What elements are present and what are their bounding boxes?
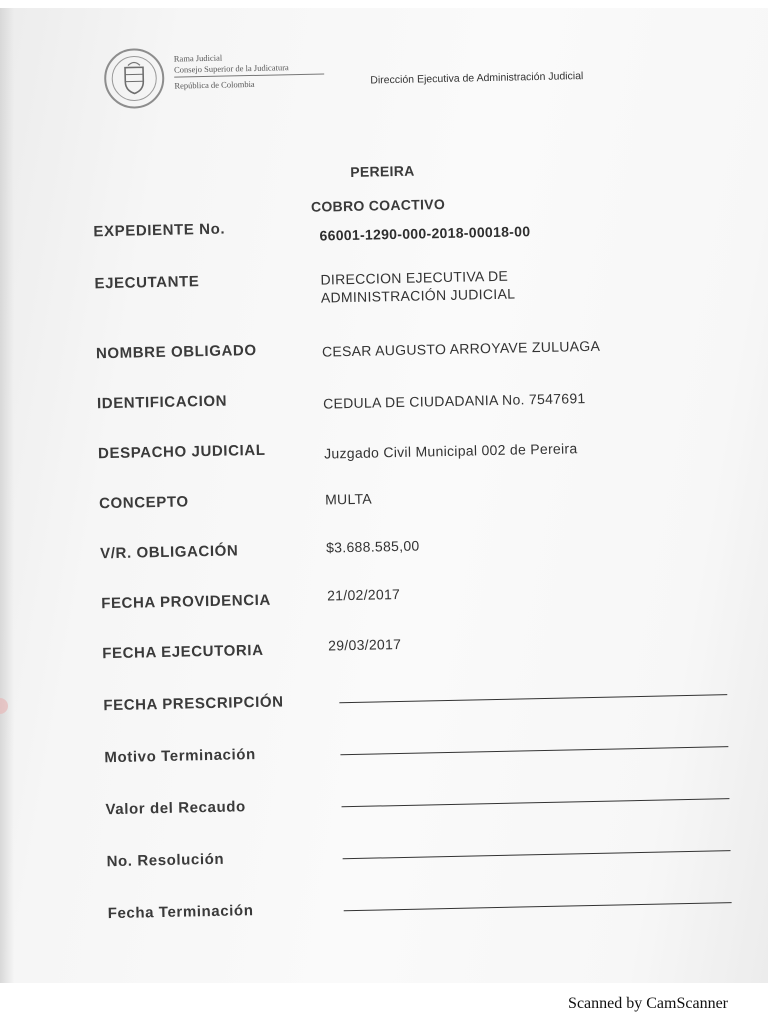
field-label-fecha-prescripcion: FECHA PRESCRIPCIÓN [103,693,284,715]
field-label-no-resolucion: No. Resolución [106,850,225,871]
field-label-ejecutante: EJECUTANTE [94,273,200,293]
document-subtitle: COBRO COACTIVO [310,195,446,215]
field-label-fecha-ejecutoria: FECHA EJECUTORIA [102,641,264,663]
field-value-expediente: 66001-1290-000-2018-00018-00 [319,223,531,244]
field-label-motivo-terminacion: Motivo Terminación [104,746,256,767]
blank-line-valor-recaudo [342,798,730,807]
field-value-fecha-ejecutoria: 29/03/2017 [327,635,402,654]
city-title: PEREIRA [350,162,415,180]
field-label-nombre-obligado: NOMBRE OBLIGADO [95,341,257,363]
field-label-valor-recaudo: Valor del Recaudo [105,798,246,819]
field-label-concepto: CONCEPTO [98,493,189,513]
field-value-identificacion: CEDULA DE CIUDADANIA No. 7547691 [322,390,586,412]
document-body [0,8,768,983]
direction-heading: Dirección Ejecutiva de Administración Judicial [370,70,584,87]
blank-line-fecha-terminacion [344,902,732,911]
scanner-watermark: Scanned by CamScanner [568,995,728,1012]
field-label-despacho-judicial: DESPACHO JUDICIAL [97,441,266,463]
scanned-page [0,8,768,983]
blank-line-fecha-prescripcion [339,694,727,703]
blank-line-motivo-terminacion [340,746,728,755]
field-value-fecha-providencia: 21/02/2017 [326,585,401,604]
coat-of-arms-seal [104,48,165,109]
field-label-fecha-providencia: FECHA PROVIDENCIA [101,591,272,613]
field-label-identificacion: IDENTIFICACION [96,392,228,413]
institution-line: República de Colombia [174,78,255,91]
institution-line: Rama Judicial [173,52,223,64]
blank-line-no-resolucion [343,850,731,859]
field-value-concepto: MULTA [324,490,373,508]
field-value-valor-obligacion: $3.688.585,00 [325,537,420,556]
field-label-fecha-terminacion: Fecha Terminación [107,902,254,923]
field-value-despacho-judicial: Juzgado Civil Municipal 002 de Pereira [323,440,578,462]
field-label-valor-obligacion: V/R. OBLIGACIÓN [100,542,239,563]
field-value-nombre-obligado: CESAR AUGUSTO ARROYAVE ZULUAGA [321,337,601,360]
institution-line: Consejo Superior de la Judicatura [173,62,289,75]
institution-text [174,50,325,91]
field-value-ejecutante: DIRECCION EJECUTIVA DE ADMINISTRACIÓN JUDICIAL [320,267,516,306]
field-label-expediente: EXPEDIENTE No. [93,220,226,241]
